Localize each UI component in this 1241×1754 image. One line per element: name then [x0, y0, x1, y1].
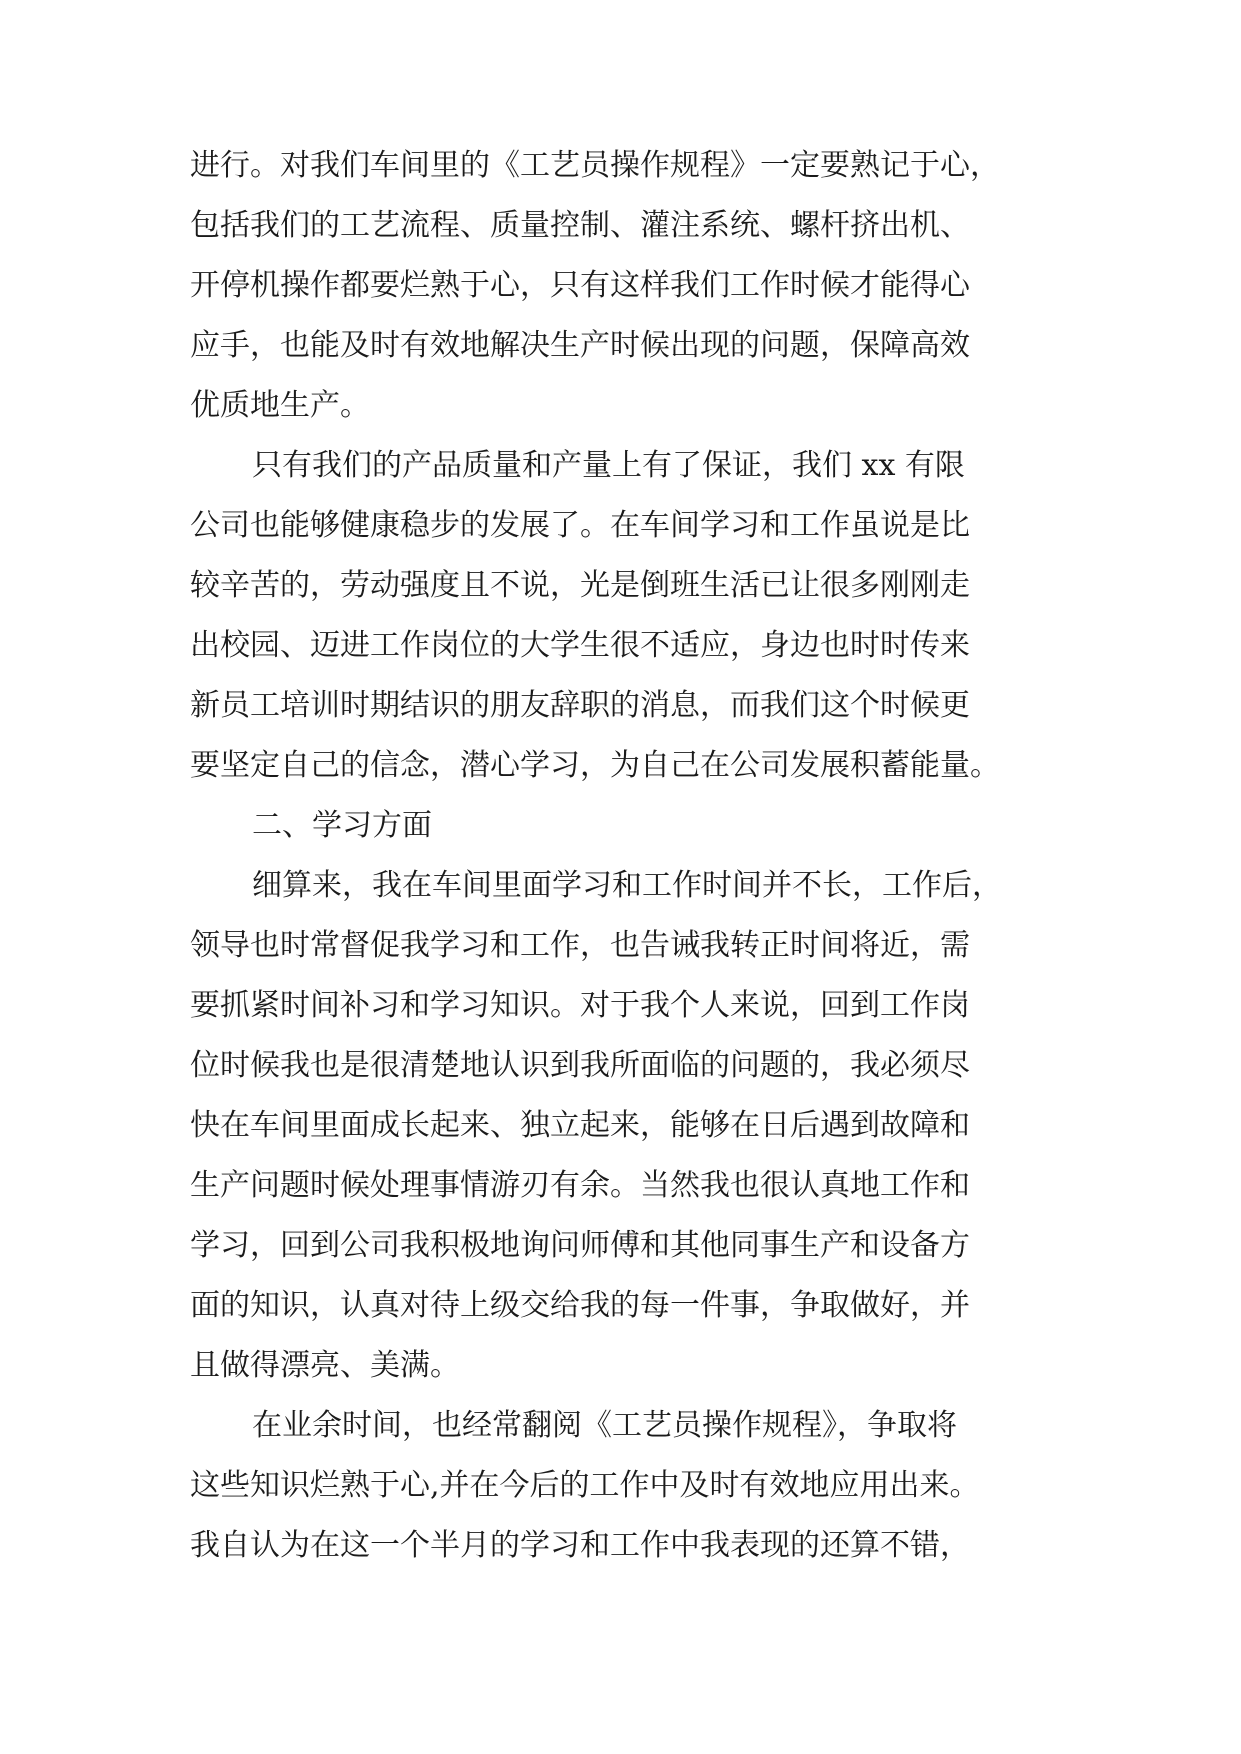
- text-line: 应手，也能及时有效地解决生产时候出现的问题，保障高效: [190, 328, 970, 363]
- text-line: 要抓紧时间补习和学习知识。对于我个人来说，回到工作岗: [190, 988, 970, 1023]
- paragraph-first-line: 细算来，我在车间里面学习和工作时间并不长，工作后，: [252, 868, 1002, 903]
- text-line: 要坚定自己的信念，潜心学习，为自己在公司发展积蓄能量。: [190, 748, 1000, 783]
- text-line: 出校园、迈进工作岗位的大学生很不适应，身边也时时传来: [190, 628, 970, 663]
- text-line: 学习，回到公司我积极地询问师傅和其他同事生产和设备方: [190, 1228, 970, 1263]
- text-line: 新员工培训时期结识的朋友辞职的消息，而我们这个时候更: [190, 688, 970, 723]
- paragraph-first-line: 在业余时间，也经常翻阅《工艺员操作规程》，争取将: [252, 1408, 957, 1443]
- text-line: 生产问题时候处理事情游刃有余。当然我也很认真地工作和: [190, 1168, 970, 1203]
- text-line: 优质地生产。: [190, 388, 370, 423]
- text-line: 我自认为在这一个半月的学习和工作中我表现的还算不错，: [190, 1528, 970, 1563]
- text-line: 公司也能够健康稳步的发展了。在车间学习和工作虽说是比: [190, 508, 970, 543]
- text-line: 快在车间里面成长起来、独立起来，能够在日后遇到故障和: [190, 1108, 970, 1143]
- text-line: 位时候我也是很清楚地认识到我所面临的问题的，我必须尽: [190, 1048, 970, 1083]
- text-line: 领导也时常督促我学习和工作，也告诫我转正时间将近，需: [190, 928, 970, 963]
- text-line: 开停机操作都要烂熟于心，只有这样我们工作时候才能得心: [190, 268, 970, 303]
- text-line: 较辛苦的，劳动强度且不说，光是倒班生活已让很多刚刚走: [190, 568, 970, 603]
- section-heading: 二、学习方面: [252, 808, 432, 843]
- text-line: 包括我们的工艺流程、质量控制、灌注系统、螺杆挤出机、: [190, 208, 970, 243]
- paragraph-first-line: 只有我们的产品质量和产量上有了保证，我们 xx 有限: [252, 448, 965, 483]
- text-line: 面的知识，认真对待上级交给我的每一件事，争取做好，并: [190, 1288, 970, 1323]
- text-line: 这些知识烂熟于心,并在今后的工作中及时有效地应用出来。: [190, 1468, 980, 1503]
- text-line: 进行。对我们车间里的《工艺员操作规程》一定要熟记于心，: [190, 148, 1000, 183]
- text-line: 且做得漂亮、美满。: [190, 1348, 460, 1383]
